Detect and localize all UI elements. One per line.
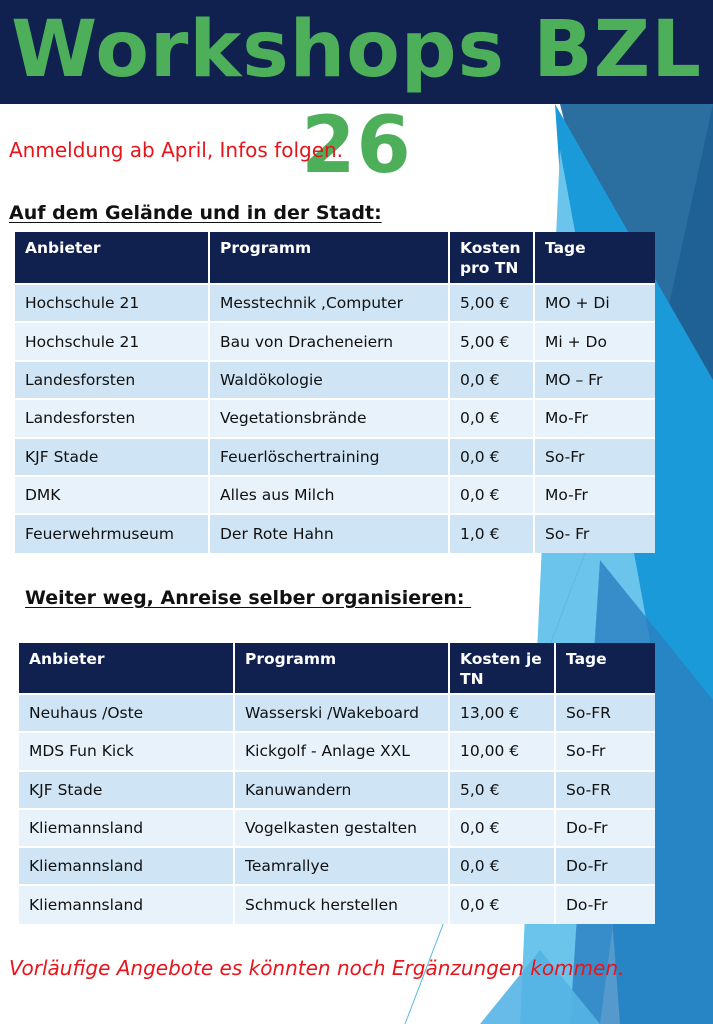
- section-title-remote: Weiter weg, Anreise selber organisieren:: [25, 587, 472, 609]
- registration-notice: Anmeldung ab April, Infos folgen.: [9, 138, 344, 162]
- cell-cost: 0,0 €: [449, 885, 555, 923]
- table-row: [19, 847, 655, 885]
- column-header-program: Programm: [209, 232, 449, 284]
- cell-program: Messtechnik ,Computer: [209, 284, 449, 322]
- cell-provider: Kliemannsland: [19, 885, 234, 923]
- cell-cost: 0,0 €: [449, 438, 534, 476]
- column-header-days: Tage: [534, 232, 655, 284]
- table-row: [15, 399, 655, 437]
- workshops-local-table: [15, 232, 655, 553]
- cell-provider: Feuerwehrmuseum: [15, 514, 209, 552]
- table-row: [15, 361, 655, 399]
- cell-days: So-Fr: [555, 732, 655, 770]
- page-title: Workshops BZL 26: [11, 5, 702, 191]
- cell-provider: Landesforsten: [15, 399, 209, 437]
- table-row: [15, 322, 655, 360]
- table-row: [15, 514, 655, 552]
- table-header-row: [15, 232, 655, 284]
- cell-program: Bau von Dracheneiern: [209, 322, 449, 360]
- table-row: [15, 476, 655, 514]
- cell-provider: Hochschule 21: [15, 284, 209, 322]
- cell-program: Vogelkasten gestalten: [234, 809, 449, 847]
- cell-provider: Neuhaus /Oste: [19, 694, 234, 732]
- cell-cost: 5,0 €: [449, 771, 555, 809]
- cell-cost: 13,00 €: [449, 694, 555, 732]
- table-row: [19, 732, 655, 770]
- cell-days: Do-Fr: [555, 847, 655, 885]
- section-title-local: Auf dem Gelände und in der Stadt:: [9, 202, 382, 224]
- table-row: [19, 885, 655, 923]
- column-header-provider: Anbieter: [15, 232, 209, 284]
- cell-provider: Kliemannsland: [19, 809, 234, 847]
- cell-provider: DMK: [15, 476, 209, 514]
- cell-days: So-FR: [555, 771, 655, 809]
- cell-provider: KJF Stade: [19, 771, 234, 809]
- cell-days: Mo-Fr: [534, 476, 655, 514]
- cell-days: MO – Fr: [534, 361, 655, 399]
- cell-provider: KJF Stade: [15, 438, 209, 476]
- cell-cost: 10,00 €: [449, 732, 555, 770]
- cell-days: Do-Fr: [555, 809, 655, 847]
- cell-provider: Hochschule 21: [15, 322, 209, 360]
- table-row: [15, 438, 655, 476]
- cell-program: Teamrallye: [234, 847, 449, 885]
- cell-days: Do-Fr: [555, 885, 655, 923]
- cell-program: Kanuwandern: [234, 771, 449, 809]
- column-header-cost: Kosten pro TN: [449, 232, 534, 284]
- cell-cost: 0,0 €: [449, 361, 534, 399]
- cell-days: So- Fr: [534, 514, 655, 552]
- table-row: [19, 771, 655, 809]
- cell-days: MO + Di: [534, 284, 655, 322]
- cell-cost: 0,0 €: [449, 399, 534, 437]
- footer-note: Vorläufige Angebote es könnten noch Ergänzungen kommen.: [9, 956, 625, 980]
- cell-cost: 1,0 €: [449, 514, 534, 552]
- table-header-row: [19, 643, 655, 694]
- cell-cost: 5,00 €: [449, 322, 534, 360]
- cell-cost: 0,0 €: [449, 809, 555, 847]
- cell-days: Mi + Do: [534, 322, 655, 360]
- cell-days: Mo-Fr: [534, 399, 655, 437]
- cell-program: Waldökologie: [209, 361, 449, 399]
- cell-provider: MDS Fun Kick: [19, 732, 234, 770]
- cell-program: Der Rote Hahn: [209, 514, 449, 552]
- table-row: [19, 809, 655, 847]
- table-row: [19, 694, 655, 732]
- column-header-cost: Kosten je TN: [449, 643, 555, 694]
- cell-cost: 0,0 €: [449, 847, 555, 885]
- cell-program: Kickgolf - Anlage XXL: [234, 732, 449, 770]
- cell-cost: 0,0 €: [449, 476, 534, 514]
- cell-program: Alles aus Milch: [209, 476, 449, 514]
- column-header-program: Programm: [234, 643, 449, 694]
- column-header-provider: Anbieter: [19, 643, 234, 694]
- cell-cost: 5,00 €: [449, 284, 534, 322]
- cell-program: Wasserski /Wakeboard: [234, 694, 449, 732]
- cell-provider: Landesforsten: [15, 361, 209, 399]
- cell-program: Feuerlöschertraining: [209, 438, 449, 476]
- workshops-remote-table: [19, 643, 655, 924]
- cell-program: Schmuck herstellen: [234, 885, 449, 923]
- table-row: [15, 284, 655, 322]
- cell-days: So-Fr: [534, 438, 655, 476]
- cell-days: So-FR: [555, 694, 655, 732]
- cell-program: Vegetationsbrände: [209, 399, 449, 437]
- cell-provider: Kliemannsland: [19, 847, 234, 885]
- column-header-days: Tage: [555, 643, 655, 694]
